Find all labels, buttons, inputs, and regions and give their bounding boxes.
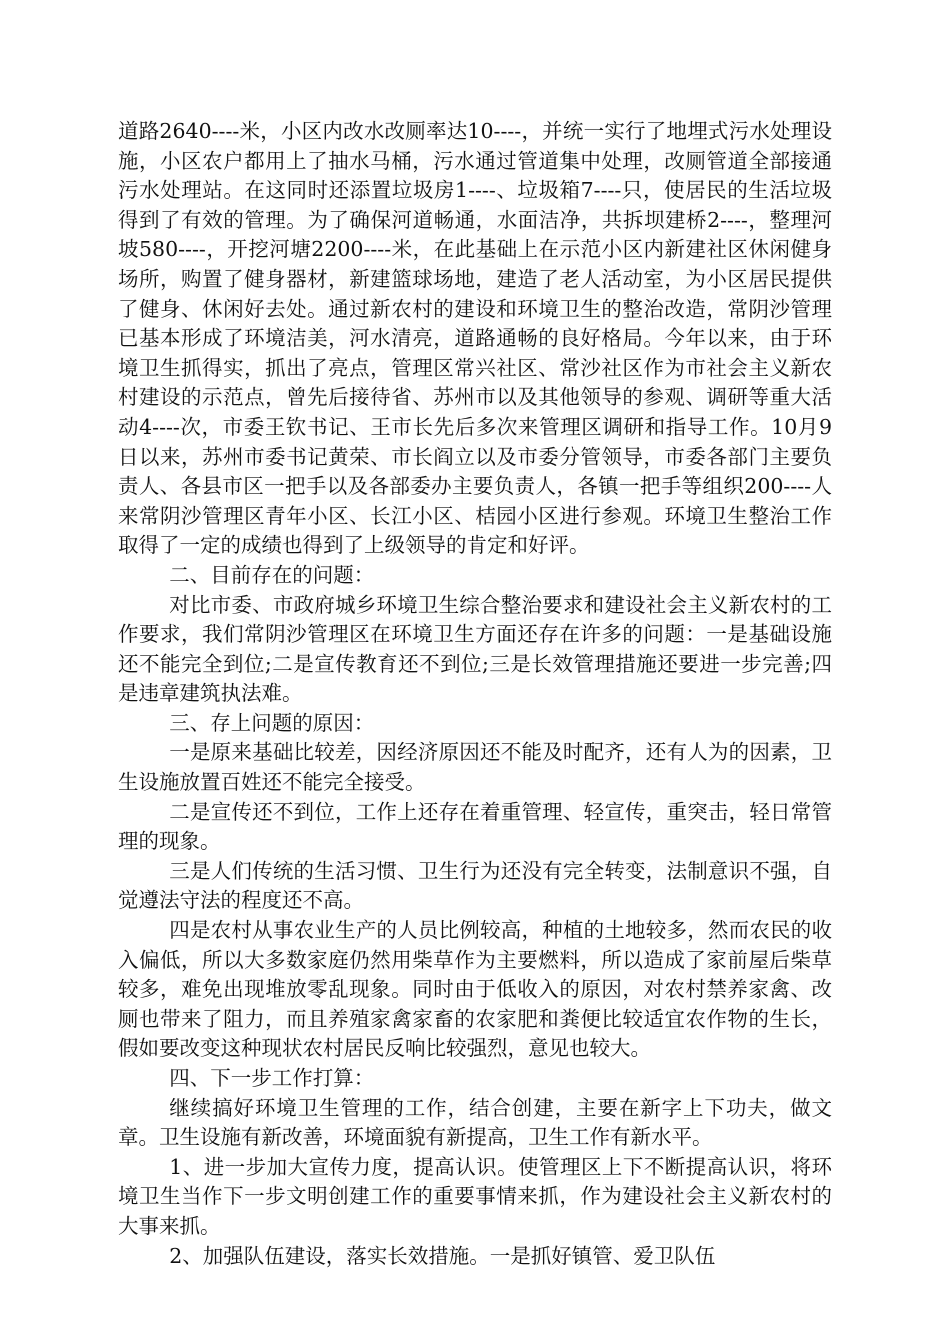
- paragraph-next-steps-intro: 继续搞好环境卫生管理的工作，结合创建，主要在新字上下功夫，做文章。卫生设施有新改善，环境面貌有新提高，卫生工作有新水平。: [118, 1095, 832, 1150]
- paragraph-cause-three: 三是人们传统的生活习惯、卫生行为还没有完全转变，法制意识不强，自觉遵法守法的程度还不高。: [118, 858, 832, 913]
- paragraph-cause-one: 一是原来基础比较差，因经济原因还不能及时配齐，还有人为的因素，卫生设施放置百姓还不能完全接受。: [118, 740, 832, 795]
- heading-next-steps: 四、下一步工作打算：: [169, 1066, 375, 1090]
- heading-current-problems: 二、目前存在的问题：: [169, 562, 375, 587]
- paragraph-achievements: 道路2640----米，小区内改水改厕率达10----，并统一实行了地埋式污水处理设施，小区农户都用上了抽水马桶，污水通过管道集中处理，改厕管道全部接通污水处理站。在这同时还添置垃圾房1----、垃圾箱7----只，使居民的生活垃圾得到了有效的管理。为了确保河道畅通，水面洁净，共拆坝建桥2----，整理河坡580----，开挖河塘2200----米，在此基础上在示范小区内新建社区休闲健身场所，购置了健身器材，新建篮球场地，建造了老人活动室，为小区居民提供了健身、休闲好去处。通过新农村的建设和环境卫生的整治改造，常阴沙管理已基本形成了环境洁美，河水清亮，道路通畅的良好格局。今年以来，由于环境卫生抓得实，抓出了亮点，管理区常兴社区、常沙社区作为市社会主义新农村建设的示范点，曾先后接待省、苏州市以及其他领导的参观、调研等重大活动4----次，市委王钦书记、王市长先后多次来管理区调研和指导工作。10月9日以来，苏州市委书记黄荣、市长阎立以及市委分管领导，市委各部门主要负责人、各县市区一把手以及各部委办主要负责人，各镇一把手等组织200----人来常阴沙管理区青年小区、长江小区、桔园小区进行参观。环境卫生整治工作取得了一定的成绩也得到了上级领导的肯定和好评。: [118, 119, 832, 558]
- paragraph-step-one: 1、进一步加大宣传力度，提高认识。使管理区上下不断提高认识，将环境卫生当作下一步文明创建工作的重要事情来抓，作为建设社会主义新农村的大事来抓。: [118, 1154, 832, 1238]
- paragraph-problems-summary: 对比市委、市政府城乡环境卫生综合整治要求和建设社会主义新农村的工作要求，我们常阴沙管理区在环境卫生方面还存在许多的问题：一是基础设施还不能完全到位;二是宣传教育还不到位;三是长效管理措施还要进一步完善;四是违章建筑执法难。: [118, 592, 832, 706]
- heading-problem-causes: 三、存上问题的原因：: [169, 710, 375, 735]
- paragraph-cause-two: 二是宣传还不到位，工作上还存在着重管理、轻宣传，重突击，轻日常管理的现象。: [118, 799, 832, 854]
- document-page: [118, 117, 832, 1271]
- paragraph-step-two: 2、加强队伍建设，落实长效措施。一是抓好镇管、爱卫队伍: [169, 1243, 716, 1268]
- paragraph-cause-four: 四是农村从事农业生产的人员比例较高，种植的土地较多，然而农民的收入偏低，所以大多数家庭仍然用柴草作为主要燃料，所以造成了家前屋后柴草较多，难免出现堆放零乱现象。同时由于低收入的原因，对农村禁养家禽、改厕也带来了阻力，而且养殖家禽家畜的农家肥和粪便比较适宜农作物的生长，假如要改变这种现状农村居民反响比较强烈，意见也较大。: [118, 918, 832, 1061]
